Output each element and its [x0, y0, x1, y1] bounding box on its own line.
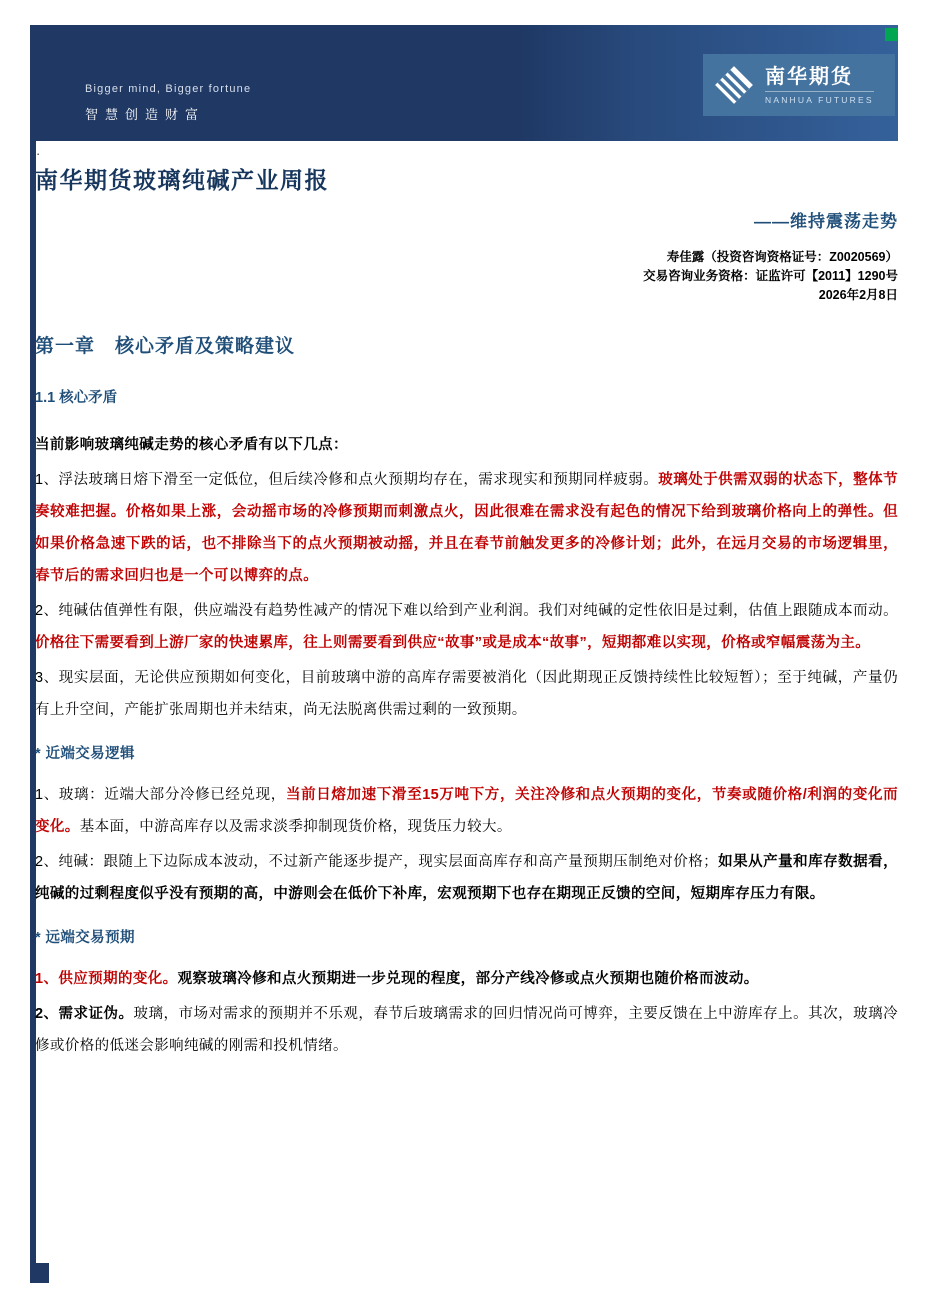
paragraph-1-red: 玻璃处于供需双弱的状态下，整体节奏较难把握。价格如果上涨，会动摇市场的冷修预期而刺激点火，因此很难在需求没有起色的情况下给到玻璃价格向上的弹性。但如果价格急速下跌的话，也不排除当下的点火预期被动摇，并且在春节前触发更多的冷修计划；此外，在远月交易的市场逻辑里，春节后的需求回归也是一个可以博弈的点。	[35, 472, 898, 584]
paragraph-2	[35, 595, 898, 659]
paragraph-4-red: 当前日熔加速下滑至15万吨下方，关注冷修和点火预期的变化，节奏或随价格/利润的变化而变化。	[35, 787, 899, 835]
paragraph-6	[35, 963, 898, 995]
far-term-expectation-heading: * 远端交易预期	[35, 930, 135, 946]
paragraph-1-black: 1、浮法玻璃日熔下滑至一定低位，但后续冷修和点火预期均存在，需求现实和预期同样疲弱。	[35, 472, 659, 488]
banner-slogans	[85, 83, 251, 123]
paragraph-3: 3、现实层面，无论供应预期如何变化，目前玻璃中游的高库存需要被消化（因此期现正反馈持续性比较短暂）；至于纯碱，产量仍有上升空间，产能扩张周期也并未结束，尚无法脱离供需过剩的一致预期。	[35, 670, 898, 718]
slogan-english: Bigger mind, Bigger fortune	[85, 83, 252, 95]
document-body	[35, 162, 898, 1065]
company-logo	[703, 54, 895, 116]
paragraph-4-black-lead: 1、玻璃：近端大部分冷修已经兑现，	[35, 787, 286, 803]
logo-name-english: NANHUA FUTURES	[765, 91, 874, 105]
author-line: 寿佳露（投资咨询资格证号：Z0020569）	[666, 250, 898, 264]
paragraph-2-red: 价格往下需要看到上游厂家的快速累库，往上则需要看到供应“故事”或是成本“故事”，短期都难以实现，价格或窄幅震荡为主。	[35, 635, 871, 651]
chapter-heading: 第一章 核心矛盾及策略建议	[35, 336, 296, 357]
paragraph-2-black: 2、纯碱估值弹性有限，供应端没有趋势性减产的情况下难以给到产业利润。我们对纯碱的定性依旧是过剩，估值上跟随成本而动。	[35, 603, 898, 619]
paragraph-4	[35, 779, 898, 843]
logo-name-chinese: 南华期货	[765, 65, 853, 88]
near-term-logic-heading: * 近端交易逻辑	[35, 746, 135, 762]
body-text	[35, 429, 898, 1062]
paragraph-5-bold: 如果从产量和库存数据看，纯碱的过剩程度似乎没有预期的高，中游则会在低价下补库，宏观预期下也存在期现正反馈的空间，短期库存压力有限。	[35, 854, 898, 902]
report-subtitle: ——维持震荡走势	[754, 212, 898, 231]
report-date: 2026年2月8日	[818, 288, 898, 302]
report-title: 南华期货玻璃纯碱产业周报	[35, 167, 329, 193]
paragraph-6-red-lead: 1、供应预期的变化。	[35, 971, 178, 987]
paragraph-1	[35, 464, 898, 592]
header-banner	[30, 25, 898, 141]
qualification-line: 交易咨询业务资格：证监许可【2011】1290号	[643, 269, 898, 283]
paragraph-5	[35, 846, 898, 910]
paragraph-7-bold-lead: 2、需求证伪。	[35, 1006, 134, 1022]
section-heading: 1.1 核心矛盾	[35, 390, 118, 406]
paragraph-6-bold: 观察玻璃冷修和点火预期进一步兑现的程度，部分产线冷修或点火预期也随价格而波动。	[177, 971, 759, 987]
paragraph-5-black: 2、纯碱：跟随上下边际成本波动，不过新产能逐步提产，现实层面高库存和高产量预期压制绝对价格；	[35, 854, 719, 870]
green-corner-chip	[885, 28, 898, 41]
intro-paragraph: 当前影响玻璃纯碱走势的核心矛盾有以下几点：	[35, 437, 348, 453]
nanhua-diamond-logo-icon	[713, 64, 755, 106]
paragraph-4-black-tail: 基本面，中游高库存以及需求淡季抑制现货价格，现货压力较大。	[79, 819, 512, 835]
paragraph-7-black: 玻璃，市场对需求的预期并不乐观，春节后玻璃需求的回归情况尚可博弈，主要反馈在上中游库存上。其次，玻璃冷修或价格的低迷会影响纯碱的刚需和投机情绪。	[35, 1006, 898, 1054]
logo-text	[765, 66, 874, 105]
slogan-chinese: 智慧创造财富	[85, 107, 206, 122]
left-rail-footer-square	[30, 1263, 49, 1283]
paragraph-mark: ·	[36, 146, 41, 161]
report-meta	[35, 248, 898, 305]
paragraph-7	[35, 998, 898, 1062]
